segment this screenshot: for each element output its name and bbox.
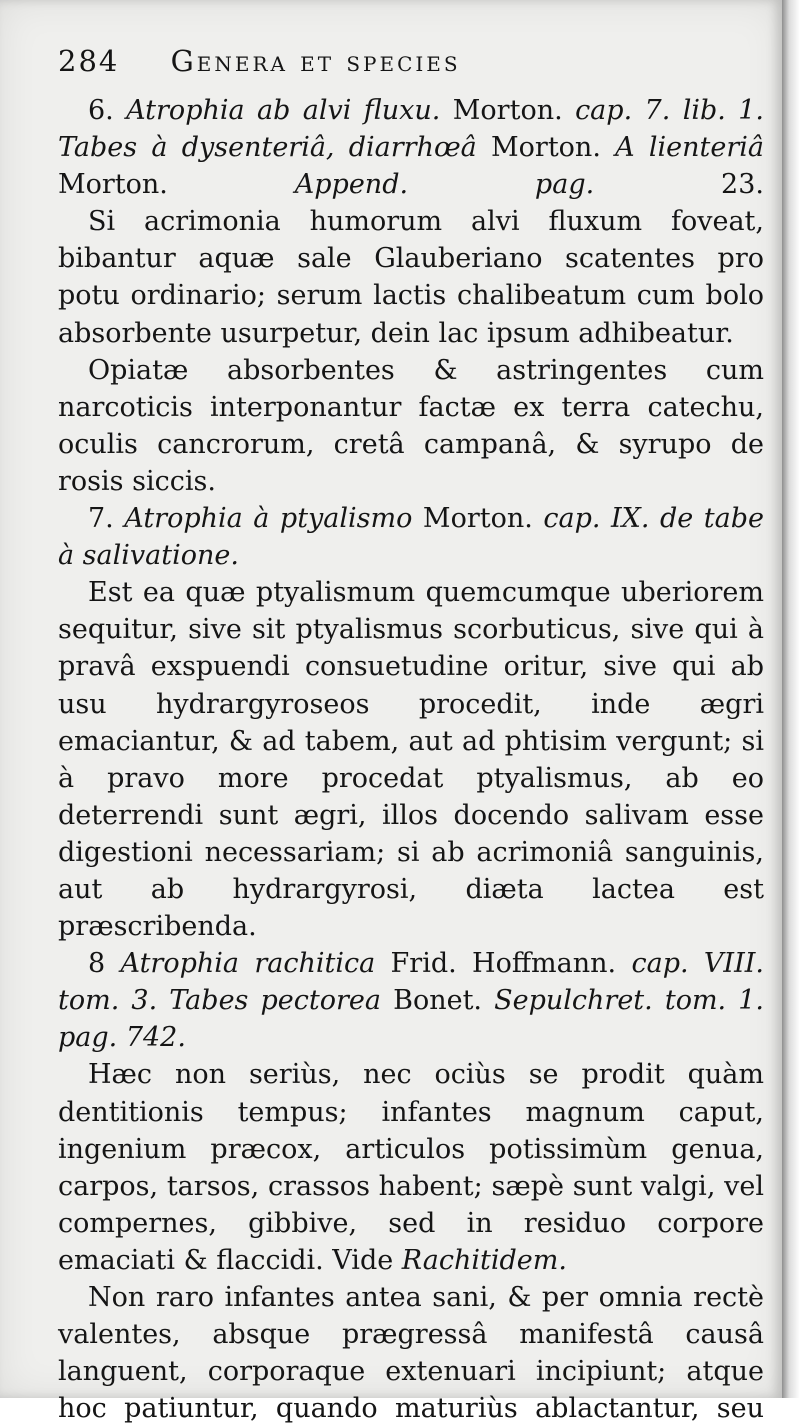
paragraph-opiatae: Opiatæ absorbentes & astringentes cum narcoticis interponantur factæ ex terra catechu, oculis cancrorum, cretâ campanâ, & syrupo de rosis siccis. xyxy=(58,354,764,497)
paragraph-dentitio: Hæc non seriùs, nec ociùs se prodit quàm dentitionis tempus; infantes magnum caput, ingenium præcox, articulos potissimùm genua, carpos, tarsos, crassos habent; sæpè sunt valgi, vel compernes, gibbive, sed in residuo corpore emaciati & flaccidi. Vide Rachitidem. xyxy=(58,1059,764,1276)
paragraph-acrimonia: Si acrimonia humorum alvi fluxum foveat, bibantur aquæ sale Glauberiano scatentes pro potu ordinario; serum lactis chalibeatum cum bolo absorbente usurpetur, dein lac ipsum adhibeatur. xyxy=(58,206,764,349)
body-text xyxy=(58,92,764,1427)
paragraph-atrophia-ptyalismo: 7. Atrophia à ptyalismo Morton. cap. IX. de tabe à salivatione. xyxy=(58,503,764,572)
running-header xyxy=(58,44,618,78)
paragraph-infantes: Non raro infantes antea sani, & per omnia rectè valentes, absque prægressâ manifestâ causâ languent, corporaque extenuari incipiunt; atque hoc patiuntur, quando maturiùs ablactantur, seu xyxy=(58,1282,764,1425)
paragraph-ptyalismus: Est ea quæ ptyalismum quemcumque uberiorem sequitur, sive sit ptyalismus scorbuticus, sive qui à pravâ exspuendi consuetudine oritur, sive qui ab usu hydrargyroseos procedit, inde ægri emaciantur, & ad tabem, aut ad phtisim vergunt; si à pravo more procedat ptyalismus, ab eo deterrendi sunt ægri, illos docendo salivam esse digestioni necessariam; si ab acrimoniâ sanguinis, aut ab hydrargyrosi, diæta lactea est præscribenda. xyxy=(58,577,764,943)
page-edge xyxy=(782,0,800,1398)
page-number: 284 xyxy=(58,44,120,78)
paragraph-atrophia-alvi-fluxu: 6. Atrophia ab alvi fluxu. Morton. cap. 7. lib. 1. Tabes à dysenteriâ, diarrhœâ Morton. A lienteriâ Morton. Append. pag. 23. xyxy=(58,95,765,201)
running-title: Genera et species xyxy=(170,44,461,78)
paragraph-atrophia-rachitica: 8 Atrophia rachitica Frid. Hoffmann. cap. VIII. tom. 3. Tabes pectorea Bonet. Sepulchret. tom. 1. pag. 742. xyxy=(58,948,765,1054)
